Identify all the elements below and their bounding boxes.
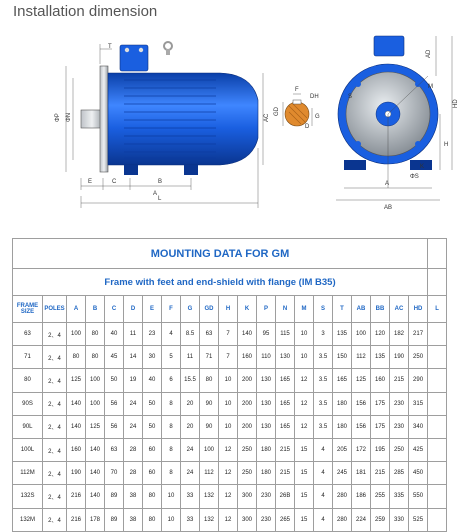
table-cell: 165 [276, 392, 295, 415]
shaft-section [274, 87, 320, 130]
table-cell [428, 485, 447, 508]
table-cell: 180 [257, 438, 276, 461]
table-cell: 23 [143, 323, 162, 346]
label-T: T [108, 44, 112, 50]
table-cell: 132 [200, 485, 219, 508]
table-cell: 95 [257, 323, 276, 346]
table-cell [428, 462, 447, 485]
table-cell: 5 [162, 346, 181, 369]
table-cell: 24 [124, 392, 143, 415]
table-cell: 4 [314, 508, 333, 531]
table-cell: 112 [200, 462, 219, 485]
table-cell: 56 [105, 392, 124, 415]
table-cell: 50 [143, 415, 162, 438]
table-row [13, 346, 447, 369]
table-cell: 230 [257, 485, 276, 508]
table-cell: 216 [67, 485, 86, 508]
column-header: G [181, 296, 200, 323]
table-cell: 26B [276, 485, 295, 508]
label-B: B [158, 179, 163, 185]
table-cell: 7 [219, 346, 238, 369]
table-cell: 450 [409, 462, 428, 485]
label-F: F [295, 87, 299, 93]
table-cell: 56 [105, 415, 124, 438]
label-A-end: A [385, 181, 390, 187]
label-H: H [444, 142, 449, 148]
table-cell: 156 [352, 415, 371, 438]
table-row [13, 369, 447, 392]
column-header: A [67, 296, 86, 323]
table-cell: 4 [314, 438, 333, 461]
table-cell: 165 [333, 369, 352, 392]
table-cell: 335 [390, 485, 409, 508]
table-cell: 180 [333, 415, 352, 438]
table-cell: 175 [371, 415, 390, 438]
table-cell: 140 [238, 323, 257, 346]
table-cell: 8.5 [181, 323, 200, 346]
table-cell: 89 [105, 508, 124, 531]
table-cell: 285 [390, 462, 409, 485]
table-cell: 10 [295, 323, 314, 346]
table-cell: 2、4 [43, 369, 67, 392]
table-cell: 200 [238, 415, 257, 438]
column-header: AC [390, 296, 409, 323]
table-cell: 15 [295, 485, 314, 508]
table-cell: 15 [295, 462, 314, 485]
table-cell: 80 [86, 323, 105, 346]
table-cell: 15.5 [181, 369, 200, 392]
column-header: BB [371, 296, 390, 323]
table-cell: 125 [86, 415, 105, 438]
table-cell [428, 508, 447, 531]
table-subtitle: Frame with feet and end-shield with flange (IM B35) [13, 269, 428, 296]
table-row [13, 392, 447, 415]
table-cell: 4 [314, 462, 333, 485]
table-cell: 15 [295, 438, 314, 461]
table-cell: 4 [162, 323, 181, 346]
table-cell: 125 [352, 369, 371, 392]
table-cell: 135 [371, 346, 390, 369]
eye-bolt [164, 42, 172, 50]
table-body [13, 323, 447, 532]
label-M: M [428, 84, 433, 90]
table-cell: 132M [13, 508, 43, 531]
table-cell: 550 [409, 485, 428, 508]
table-cell: 165 [276, 369, 295, 392]
table-cell: 3.5 [314, 392, 333, 415]
table-cell: 160 [371, 369, 390, 392]
table-cell: 28 [124, 462, 143, 485]
table-cell: 80 [200, 369, 219, 392]
table-cell: 12 [219, 462, 238, 485]
column-header: L [428, 296, 447, 323]
label-S: S [348, 94, 353, 100]
table-cell: 280 [333, 485, 352, 508]
column-header: AB [352, 296, 371, 323]
table-cell: 230 [257, 508, 276, 531]
table-cell: 130 [257, 415, 276, 438]
table-cell: 4 [314, 485, 333, 508]
table-cell: 425 [409, 438, 428, 461]
table-cell: 140 [86, 485, 105, 508]
table-cell: 300 [238, 508, 257, 531]
table-cell: 140 [67, 415, 86, 438]
table-cell: 525 [409, 508, 428, 531]
table-cell: 265 [276, 508, 295, 531]
table-cell: 216 [67, 508, 86, 531]
table-cell: 2、4 [43, 438, 67, 461]
table-cell: 10 [162, 485, 181, 508]
table-row [13, 323, 447, 346]
table-cell: 100 [352, 323, 371, 346]
column-header: D [124, 296, 143, 323]
table-cell: 38 [124, 508, 143, 531]
table-cell: 80 [143, 485, 162, 508]
table-cell: 63 [200, 323, 219, 346]
table-cell: 3 [314, 323, 333, 346]
table-cell: 130 [257, 369, 276, 392]
table-cell: 80 [13, 369, 43, 392]
table-cell: 11 [124, 323, 143, 346]
table-cell: 24 [124, 415, 143, 438]
table-cell: 259 [371, 508, 390, 531]
table-cell: 80 [67, 346, 86, 369]
table-cell: 140 [67, 392, 86, 415]
table-cell: 112 [352, 346, 371, 369]
table-cell: 150 [333, 346, 352, 369]
table-cell: 280 [333, 508, 352, 531]
table-title-blank [428, 239, 447, 269]
table-cell: 140 [86, 462, 105, 485]
table-cell: 112M [13, 462, 43, 485]
table-cell: 24 [181, 438, 200, 461]
table-cell: 10 [162, 508, 181, 531]
table-cell: 178 [86, 508, 105, 531]
table-cell: 50 [143, 392, 162, 415]
mounting-data-table [12, 238, 447, 532]
label-AC: AC [264, 113, 270, 122]
label-AD: AD [426, 49, 432, 58]
table-cell: 130 [257, 392, 276, 415]
motor-body [108, 73, 258, 165]
table-cell: 195 [371, 438, 390, 461]
table-cell: 90S [13, 392, 43, 415]
installation-drawing [0, 28, 465, 228]
table-cell: 80 [86, 346, 105, 369]
table-cell: 190 [390, 346, 409, 369]
end-terminal-box [374, 36, 404, 56]
table-cell: 110 [257, 346, 276, 369]
label-N: ΦN [66, 112, 72, 122]
table-cell: 215 [390, 369, 409, 392]
table-subtitle-blank [428, 269, 447, 296]
table-cell: 172 [352, 438, 371, 461]
table-cell: 190 [67, 462, 86, 485]
table-cell: 10 [219, 392, 238, 415]
table-cell [428, 323, 447, 346]
table-cell: 125 [67, 369, 86, 392]
table-cell: 89 [105, 485, 124, 508]
table-cell: 71 [13, 346, 43, 369]
table-cell: 71 [200, 346, 219, 369]
table-cell: 315 [409, 392, 428, 415]
column-header: E [143, 296, 162, 323]
table-cell: 8 [162, 392, 181, 415]
table-row [13, 438, 447, 461]
table-cell: 200 [238, 369, 257, 392]
table-cell [428, 392, 447, 415]
table-cell: 182 [390, 323, 409, 346]
table-cell: 215 [276, 462, 295, 485]
table-cell: 2、4 [43, 508, 67, 531]
table-cell: 132S [13, 485, 43, 508]
table-cell: 33 [181, 485, 200, 508]
table-header-row [13, 296, 447, 323]
column-header: HD [409, 296, 428, 323]
table-row [13, 485, 447, 508]
table-cell: 175 [371, 392, 390, 415]
label-K: K [420, 164, 425, 170]
label-E: E [88, 179, 93, 185]
table-cell: 19 [124, 369, 143, 392]
table-cell: 120 [371, 323, 390, 346]
table-cell: 11 [181, 346, 200, 369]
column-header: N [276, 296, 295, 323]
table-cell: 186 [352, 485, 371, 508]
table-cell: 7 [219, 323, 238, 346]
label-P: ΦP [55, 113, 61, 122]
table-cell: 2、4 [43, 323, 67, 346]
table-cell: 200 [238, 392, 257, 415]
table-cell: 12 [295, 415, 314, 438]
table-cell: 90L [13, 415, 43, 438]
table-cell: 160 [238, 346, 257, 369]
table-cell: 100 [86, 392, 105, 415]
column-header: H [219, 296, 238, 323]
table-row [13, 415, 447, 438]
table-cell: 135 [333, 323, 352, 346]
terminal-box [120, 45, 148, 71]
table-cell: 8 [162, 462, 181, 485]
table-cell: 205 [333, 438, 352, 461]
table-cell: 2、4 [43, 415, 67, 438]
column-header: FRAME SIZE [13, 296, 43, 323]
table-cell: 12 [219, 438, 238, 461]
column-header: POLES [43, 296, 67, 323]
table-cell: 2、4 [43, 392, 67, 415]
table-cell: 140 [86, 438, 105, 461]
label-AB: AB [384, 205, 393, 211]
table-cell: 10 [219, 369, 238, 392]
table-cell: 45 [105, 346, 124, 369]
column-header: T [333, 296, 352, 323]
column-header: F [162, 296, 181, 323]
label-D: D [305, 124, 310, 130]
table-cell: 215 [276, 438, 295, 461]
table-cell: 10 [295, 346, 314, 369]
table-cell: 12 [295, 392, 314, 415]
page-title: Installation dimension [13, 3, 158, 20]
table-cell [428, 346, 447, 369]
table-cell: 165 [276, 415, 295, 438]
table-title: MOUNTING DATA FOR GM [13, 239, 428, 269]
table-cell: 20 [181, 392, 200, 415]
table-cell: 130 [276, 346, 295, 369]
shaft [81, 110, 103, 128]
table-cell: 115 [276, 323, 295, 346]
table-cell: 70 [105, 462, 124, 485]
table-cell: 40 [143, 369, 162, 392]
label-HD: HD [453, 99, 459, 108]
table-cell: 160 [67, 438, 86, 461]
table-cell: 60 [143, 438, 162, 461]
column-header: M [295, 296, 314, 323]
installation-drawing-svg [0, 28, 465, 228]
table-cell: 3.5 [314, 415, 333, 438]
table-cell: 224 [352, 508, 371, 531]
table-cell: 250 [390, 438, 409, 461]
table-cell: 100 [86, 369, 105, 392]
table-cell: 230 [390, 392, 409, 415]
table-cell: 156 [352, 392, 371, 415]
flange [100, 66, 108, 172]
table-cell: 60 [143, 462, 162, 485]
table-cell [428, 438, 447, 461]
column-header: K [238, 296, 257, 323]
table-cell: 80 [143, 508, 162, 531]
label-C: C [112, 179, 117, 185]
label-DH: DH [310, 94, 319, 100]
table-cell: 180 [257, 462, 276, 485]
table-cell: 6 [162, 369, 181, 392]
side-view [55, 42, 270, 208]
table-cell: 3.5 [314, 369, 333, 392]
table-cell: 24 [181, 462, 200, 485]
table-cell: 50 [105, 369, 124, 392]
table-cell: 250 [238, 462, 257, 485]
end-view [336, 36, 459, 211]
table-cell: 181 [352, 462, 371, 485]
table-cell: 90 [200, 392, 219, 415]
table-cell: 245 [333, 462, 352, 485]
table-cell [428, 369, 447, 392]
table-cell: 230 [390, 415, 409, 438]
front-foot [124, 165, 138, 175]
table-cell: 250 [238, 438, 257, 461]
table-cell: 63 [13, 323, 43, 346]
column-header: S [314, 296, 333, 323]
table-cell: 12 [219, 485, 238, 508]
label-PhiS: ΦS [410, 174, 419, 180]
table-cell: 15 [295, 508, 314, 531]
table-cell: 12 [219, 508, 238, 531]
table-cell: 180 [333, 392, 352, 415]
table-cell: 40 [105, 323, 124, 346]
table-cell: 250 [409, 346, 428, 369]
table-row [13, 508, 447, 531]
column-header: C [105, 296, 124, 323]
label-G: G [315, 114, 320, 120]
label-GD: GD [274, 107, 280, 116]
table-cell: 2、4 [43, 462, 67, 485]
table-cell: 215 [371, 462, 390, 485]
table-cell: 10 [219, 415, 238, 438]
table-cell: 100L [13, 438, 43, 461]
table-cell [428, 415, 447, 438]
table-cell: 340 [409, 415, 428, 438]
rear-foot [184, 165, 198, 175]
table-cell: 63 [105, 438, 124, 461]
table-cell: 20 [181, 415, 200, 438]
table-row [13, 462, 447, 485]
key-slot [293, 100, 301, 104]
table-cell: 38 [124, 485, 143, 508]
column-header: P [257, 296, 276, 323]
table-cell: 33 [181, 508, 200, 531]
table-cell: 12 [295, 369, 314, 392]
table-cell: 290 [409, 369, 428, 392]
end-foot-left [344, 160, 366, 170]
table-cell: 100 [67, 323, 86, 346]
label-A-side: A [153, 191, 158, 197]
table-cell: 300 [238, 485, 257, 508]
table-cell: 8 [162, 438, 181, 461]
mounting-data-table-wrap [12, 238, 442, 525]
table-cell: 132 [200, 508, 219, 531]
table-cell: 3.5 [314, 346, 333, 369]
table-cell: 255 [371, 485, 390, 508]
column-header: B [86, 296, 105, 323]
table-cell: 28 [124, 438, 143, 461]
table-cell: 2、4 [43, 346, 67, 369]
label-L: L [158, 196, 162, 202]
table-cell: 217 [409, 323, 428, 346]
table-cell: 30 [143, 346, 162, 369]
table-cell: 330 [390, 508, 409, 531]
table-cell: 90 [200, 415, 219, 438]
table-cell: 2、4 [43, 485, 67, 508]
column-header: GD [200, 296, 219, 323]
table-cell: 14 [124, 346, 143, 369]
table-cell: 8 [162, 415, 181, 438]
table-cell: 100 [200, 438, 219, 461]
